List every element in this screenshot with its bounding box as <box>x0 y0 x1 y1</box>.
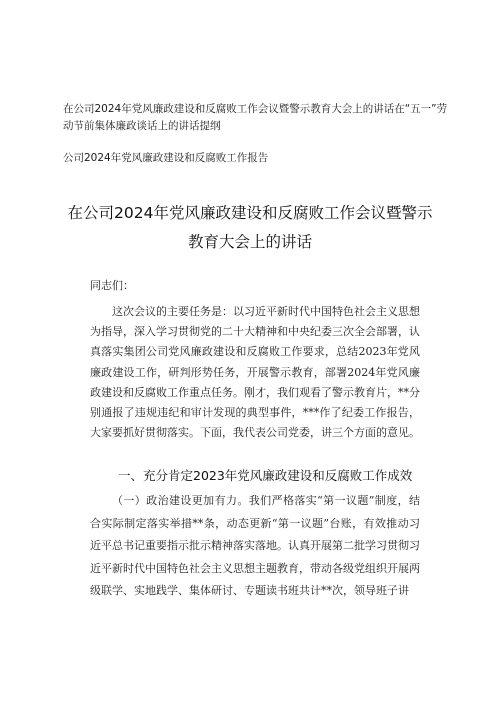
paragraph-2: （一）政治建设更加有力。我们严格落实“第一议题”制度，结合实际制定落实举措**条，动态更新“第一议题”台账，有效推动习近平总书记重要指示批示精神落实落地。认真开展第二批学习贯彻习近平新时代中国特色社会主义思想主题教育，带动各级党组织开展两级联学、实地践学、集体研讨、专题读书班共计**次，领导班子讲 <box>90 494 420 598</box>
document-title: 在公司2024年党风廉政建设和反腐败工作会议暨警示教育大会上的讲话 <box>67 204 433 251</box>
related-link-report[interactable]: 公司2024年党风廉政建设和反腐败工作报告 <box>63 152 269 164</box>
section-heading-1: 一、充分肯定2023年党风廉政建设和反腐败工作成效 <box>118 468 413 483</box>
salutation: 同志们： <box>90 279 134 292</box>
related-link-speech[interactable]: 在公司2024年党风廉政建设和反腐败工作会议暨警示教育大会上的讲话在“五一”劳动节前集体廉政谈话上的讲话提纲 <box>63 103 448 132</box>
paragraph-1: 这次会议的主要任务是：以习近平新时代中国特色社会主义思想为指导，深入学习贯彻党的二十大精神和中央纪委三次全会部署，认真落实集团公司党风廉政建设和反腐败工作要求，总结2023年党风廉政建设工作，研判形势任务，开展警示教育，部署2024年党风廉政建设和反腐败工作重点任务。刚才，我们观看了警示教育片，**分别通报了违规违纪和审计发现的典型事件，***作了纪委工作报告，大家要抓好贯彻落实。下面，我代表公司党委，讲三个方面的意见。 <box>90 305 420 440</box>
